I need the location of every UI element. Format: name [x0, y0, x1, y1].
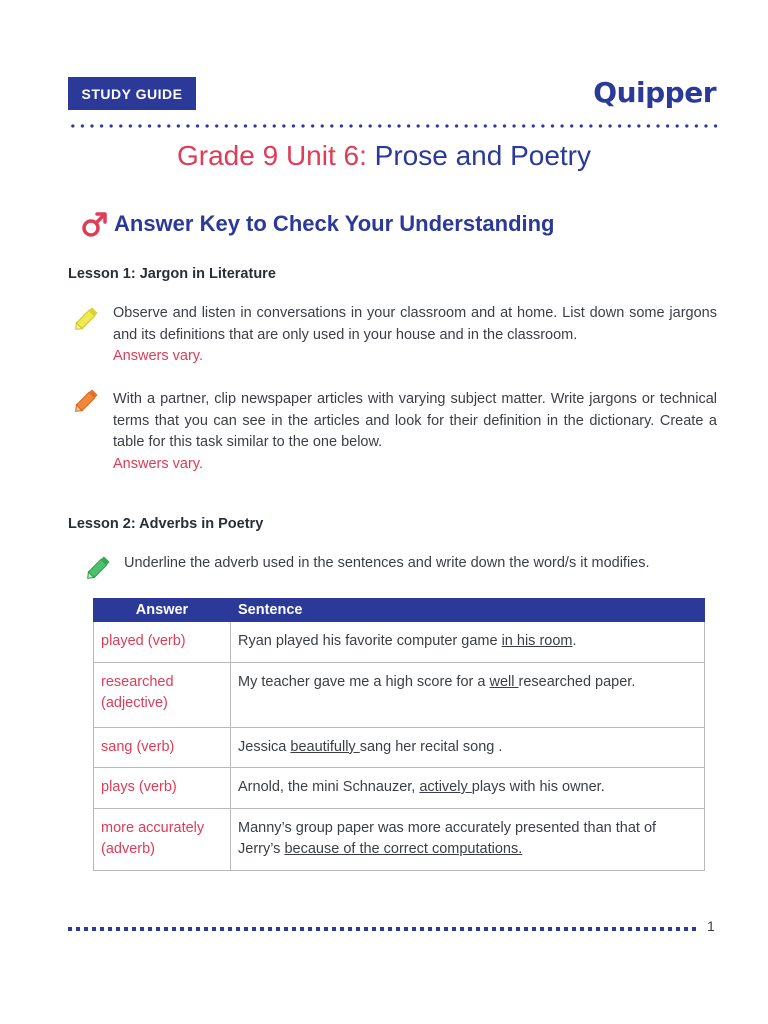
top-dotted-divider — [68, 124, 718, 128]
sentence-cell — [231, 808, 705, 870]
header-sentence: Sentence — [231, 599, 705, 622]
table-row — [94, 768, 705, 809]
sentence-cell — [231, 662, 705, 727]
sentence-text: Manny’s group paper was more accurately presented than that of Jerry’s — [238, 819, 657, 857]
underlined-adverb: beautifully — [290, 738, 360, 755]
lesson2-heading: Lesson 2: Adverbs in Poetry — [68, 516, 264, 532]
section-heading — [80, 209, 555, 239]
quipper-logo: Quipper — [593, 76, 716, 109]
sentence-text: plays with his owner. — [471, 779, 605, 795]
table-row — [94, 662, 705, 727]
table-row — [94, 727, 705, 768]
sentence-text: sang her recital song . — [359, 738, 503, 755]
title-unit: Grade 9 Unit 6: — [177, 140, 367, 171]
underlined-adverb: because of the correct computations. — [284, 841, 523, 857]
underlined-adverb: well — [489, 673, 519, 690]
lesson1-heading: Lesson 1: Jargon in Literature — [68, 266, 276, 282]
table-header-row — [94, 599, 705, 622]
sentence-text: My teacher gave me a high score for a — [238, 673, 490, 690]
lesson2-instruction: Underline the adverb used in the sentences and write down the word/s it modifies. — [124, 555, 650, 571]
sentence-text: . — [572, 633, 577, 649]
sentence-cell — [231, 622, 705, 663]
header-answer: Answer — [94, 599, 231, 622]
page-number: 1 — [707, 918, 715, 934]
page-title — [0, 140, 768, 172]
green-pencil-icon — [84, 552, 114, 582]
lesson1-item-2-answer: Answers vary. — [113, 455, 203, 472]
adverb-table — [93, 598, 705, 871]
sentence-cell — [231, 768, 705, 809]
lesson1-item-1 — [113, 303, 717, 368]
answer-cell: sang (verb) — [94, 727, 231, 768]
table-row — [94, 622, 705, 663]
section-heading-text: Answer Key to Check Your Understanding — [114, 211, 555, 236]
lesson1-item-2 — [113, 389, 717, 475]
lesson1-item-2-text: With a partner, clip newspaper articles with varying subject matter. Write jargons or technical terms that you can see in the articles and look for their definition in the dictionary. Create a table for this task similar to the one below. — [113, 391, 717, 450]
gender-male-icon — [80, 209, 110, 239]
underlined-adverb: in his room — [501, 633, 573, 649]
sentence-text: Arnold, the mini Schnauzer, — [238, 779, 420, 795]
title-topic: Prose and Poetry — [374, 140, 591, 171]
lesson1-item-1-answer: Answers vary. — [113, 348, 203, 364]
answer-cell: more accurately (adverb) — [94, 808, 231, 870]
table-row — [94, 808, 705, 870]
answer-cell: researched (adjective) — [94, 662, 231, 727]
sentence-cell — [231, 727, 705, 768]
lesson1-item-1-text: Observe and listen in conversations in your classroom and at home. List down some jargons and its definitions that are only used in your house and in the classroom. — [113, 305, 717, 343]
sentence-text: researched paper. — [518, 673, 636, 690]
bottom-dotted-divider — [68, 927, 700, 931]
sentence-text: Ryan played his favorite computer game — [238, 633, 502, 649]
answer-cell: played (verb) — [94, 622, 231, 663]
underlined-adverb: actively — [419, 779, 472, 795]
orange-pencil-icon — [72, 385, 102, 415]
yellow-pencil-icon — [72, 303, 102, 333]
study-guide-badge: STUDY GUIDE — [68, 77, 196, 110]
answer-cell: plays (verb) — [94, 768, 231, 809]
sentence-text: Jessica — [238, 738, 291, 755]
